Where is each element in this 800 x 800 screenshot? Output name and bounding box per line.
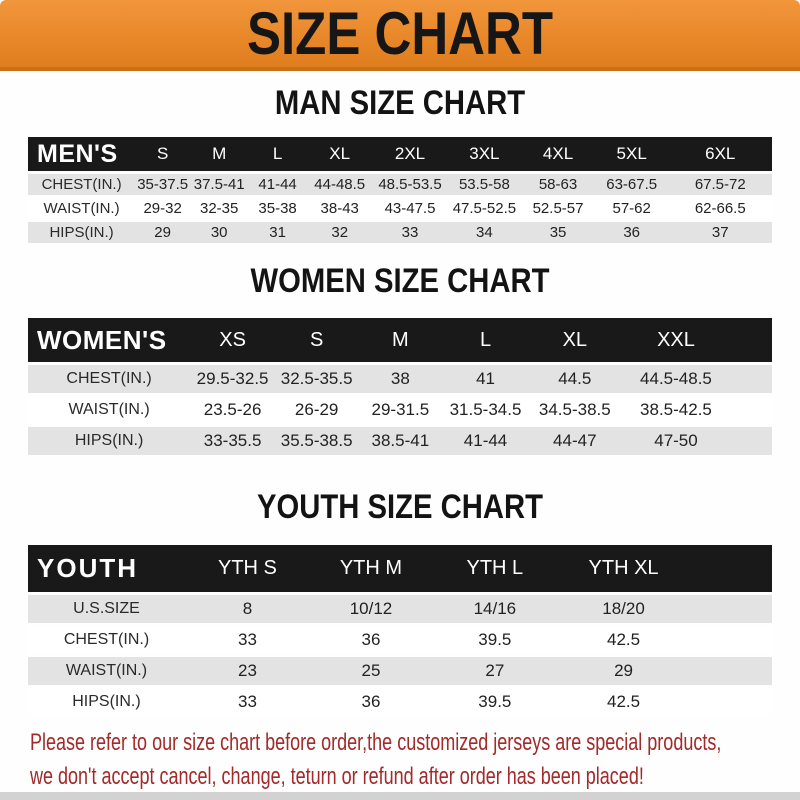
youth-ussize-row	[28, 595, 772, 623]
cell: 53.5-58	[448, 174, 522, 195]
youth-hips-row	[28, 688, 772, 716]
cell: 18/20	[558, 595, 690, 623]
men-size-table	[28, 134, 772, 246]
men-hips-row	[28, 222, 772, 243]
men-section-title: MAN SIZE CHART	[274, 84, 526, 122]
women-section-title: WOMEN SIZE CHART	[250, 262, 550, 300]
spacer-cell	[731, 396, 772, 424]
cell: 47-50	[621, 427, 731, 455]
spacer-cell	[689, 595, 772, 623]
cell: 63-67.5	[595, 174, 669, 195]
cell: 35-37.5	[135, 174, 190, 195]
cell: 32-35	[190, 198, 248, 219]
header-cell: YTH L	[432, 545, 558, 592]
youth-table-label: YOUTH	[28, 545, 185, 592]
cell: 36	[310, 688, 432, 716]
men-header-row	[28, 137, 772, 171]
spacer-cell	[689, 545, 772, 592]
header-cell: M	[190, 137, 248, 171]
cell: 34.5-38.5	[529, 396, 621, 424]
cell: 57-62	[595, 198, 669, 219]
cell: 44-48.5	[307, 174, 372, 195]
header-cell: YTH S	[185, 545, 310, 592]
cell: 37	[669, 222, 773, 243]
men-table-label: MEN'S	[28, 137, 135, 171]
spacer-cell	[689, 626, 772, 654]
cell: 10/12	[310, 595, 432, 623]
cell: 43-47.5	[372, 198, 447, 219]
cell: 38.5-41	[358, 427, 442, 455]
cell: 41-44	[442, 427, 528, 455]
header-cell: 5XL	[595, 137, 669, 171]
header-cell: 3XL	[448, 137, 522, 171]
cell: 32.5-35.5	[275, 365, 358, 393]
header-cell: 2XL	[372, 137, 447, 171]
header-cell: XS	[190, 318, 275, 362]
cell: 38	[358, 365, 442, 393]
women-header-row	[28, 318, 772, 362]
cell: 35-38	[248, 198, 307, 219]
youth-waist-row	[28, 657, 772, 685]
cell: 44-47	[529, 427, 621, 455]
cell: 23	[185, 657, 310, 685]
disclaimer-line-1: Please refer to our size chart before order,the customized jerseys are special products,	[30, 729, 722, 756]
cell: 47.5-52.5	[448, 198, 522, 219]
cell: 52.5-57	[521, 198, 595, 219]
row-label: WAIST(IN.)	[28, 198, 135, 219]
header-cell: S	[135, 137, 190, 171]
cell: 23.5-26	[190, 396, 275, 424]
cell: 33	[372, 222, 447, 243]
cell: 37.5-41	[190, 174, 248, 195]
spacer-cell	[689, 688, 772, 716]
bottom-border-strip	[0, 792, 800, 800]
cell: 30	[190, 222, 248, 243]
cell: 48.5-53.5	[372, 174, 447, 195]
row-label: CHEST(IN.)	[28, 174, 135, 195]
header-cell: XXL	[621, 318, 731, 362]
cell: 35	[521, 222, 595, 243]
row-label: WAIST(IN.)	[28, 657, 185, 685]
cell: 25	[310, 657, 432, 685]
cell: 44.5	[529, 365, 621, 393]
cell: 62-66.5	[669, 198, 773, 219]
header-cell: L	[248, 137, 307, 171]
youth-header-row	[28, 545, 772, 592]
cell: 32	[307, 222, 372, 243]
women-waist-row	[28, 396, 772, 424]
cell: 67.5-72	[669, 174, 773, 195]
row-label: HIPS(IN.)	[28, 688, 185, 716]
spacer-cell	[731, 365, 772, 393]
page-title: SIZE CHART	[247, 0, 553, 67]
youth-chest-row	[28, 626, 772, 654]
header-cell: M	[358, 318, 442, 362]
cell: 29-32	[135, 198, 190, 219]
cell: 34	[448, 222, 522, 243]
disclaimer-line-2: we don't accept cancel, change, teturn or refund after order has been placed!	[30, 763, 644, 790]
cell: 36	[595, 222, 669, 243]
row-label: U.S.SIZE	[28, 595, 185, 623]
spacer-cell	[731, 427, 772, 455]
row-label: HIPS(IN.)	[28, 222, 135, 243]
cell: 42.5	[558, 688, 690, 716]
header-cell: YTH XL	[558, 545, 690, 592]
cell: 31.5-34.5	[442, 396, 528, 424]
header-cell: XL	[529, 318, 621, 362]
header-cell: 6XL	[669, 137, 773, 171]
header-cell: 4XL	[521, 137, 595, 171]
row-label: WAIST(IN.)	[28, 396, 190, 424]
cell: 35.5-38.5	[275, 427, 358, 455]
row-label: HIPS(IN.)	[28, 427, 190, 455]
spacer-cell	[731, 318, 772, 362]
cell: 29.5-32.5	[190, 365, 275, 393]
youth-section-title: YOUTH SIZE CHART	[257, 488, 543, 526]
women-hips-row	[28, 427, 772, 455]
header-cell: YTH M	[310, 545, 432, 592]
cell: 33	[185, 688, 310, 716]
youth-size-table	[28, 542, 772, 719]
men-chest-row	[28, 174, 772, 195]
header-cell: S	[275, 318, 358, 362]
women-table-label: WOMEN'S	[28, 318, 190, 362]
cell: 41	[442, 365, 528, 393]
women-chest-row	[28, 365, 772, 393]
cell: 29	[135, 222, 190, 243]
row-label: CHEST(IN.)	[28, 626, 185, 654]
cell: 14/16	[432, 595, 558, 623]
cell: 8	[185, 595, 310, 623]
spacer-cell	[689, 657, 772, 685]
banner	[0, 0, 800, 71]
cell: 26-29	[275, 396, 358, 424]
cell: 39.5	[432, 626, 558, 654]
disclaimer	[30, 726, 800, 794]
header-cell: XL	[307, 137, 372, 171]
cell: 58-63	[521, 174, 595, 195]
cell: 31	[248, 222, 307, 243]
men-waist-row	[28, 198, 772, 219]
cell: 41-44	[248, 174, 307, 195]
cell: 29-31.5	[358, 396, 442, 424]
cell: 33	[185, 626, 310, 654]
cell: 38.5-42.5	[621, 396, 731, 424]
cell: 33-35.5	[190, 427, 275, 455]
cell: 36	[310, 626, 432, 654]
cell: 39.5	[432, 688, 558, 716]
cell: 44.5-48.5	[621, 365, 731, 393]
cell: 38-43	[307, 198, 372, 219]
cell: 29	[558, 657, 690, 685]
women-size-table	[28, 315, 772, 458]
cell: 27	[432, 657, 558, 685]
cell: 42.5	[558, 626, 690, 654]
header-cell: L	[442, 318, 528, 362]
row-label: CHEST(IN.)	[28, 365, 190, 393]
